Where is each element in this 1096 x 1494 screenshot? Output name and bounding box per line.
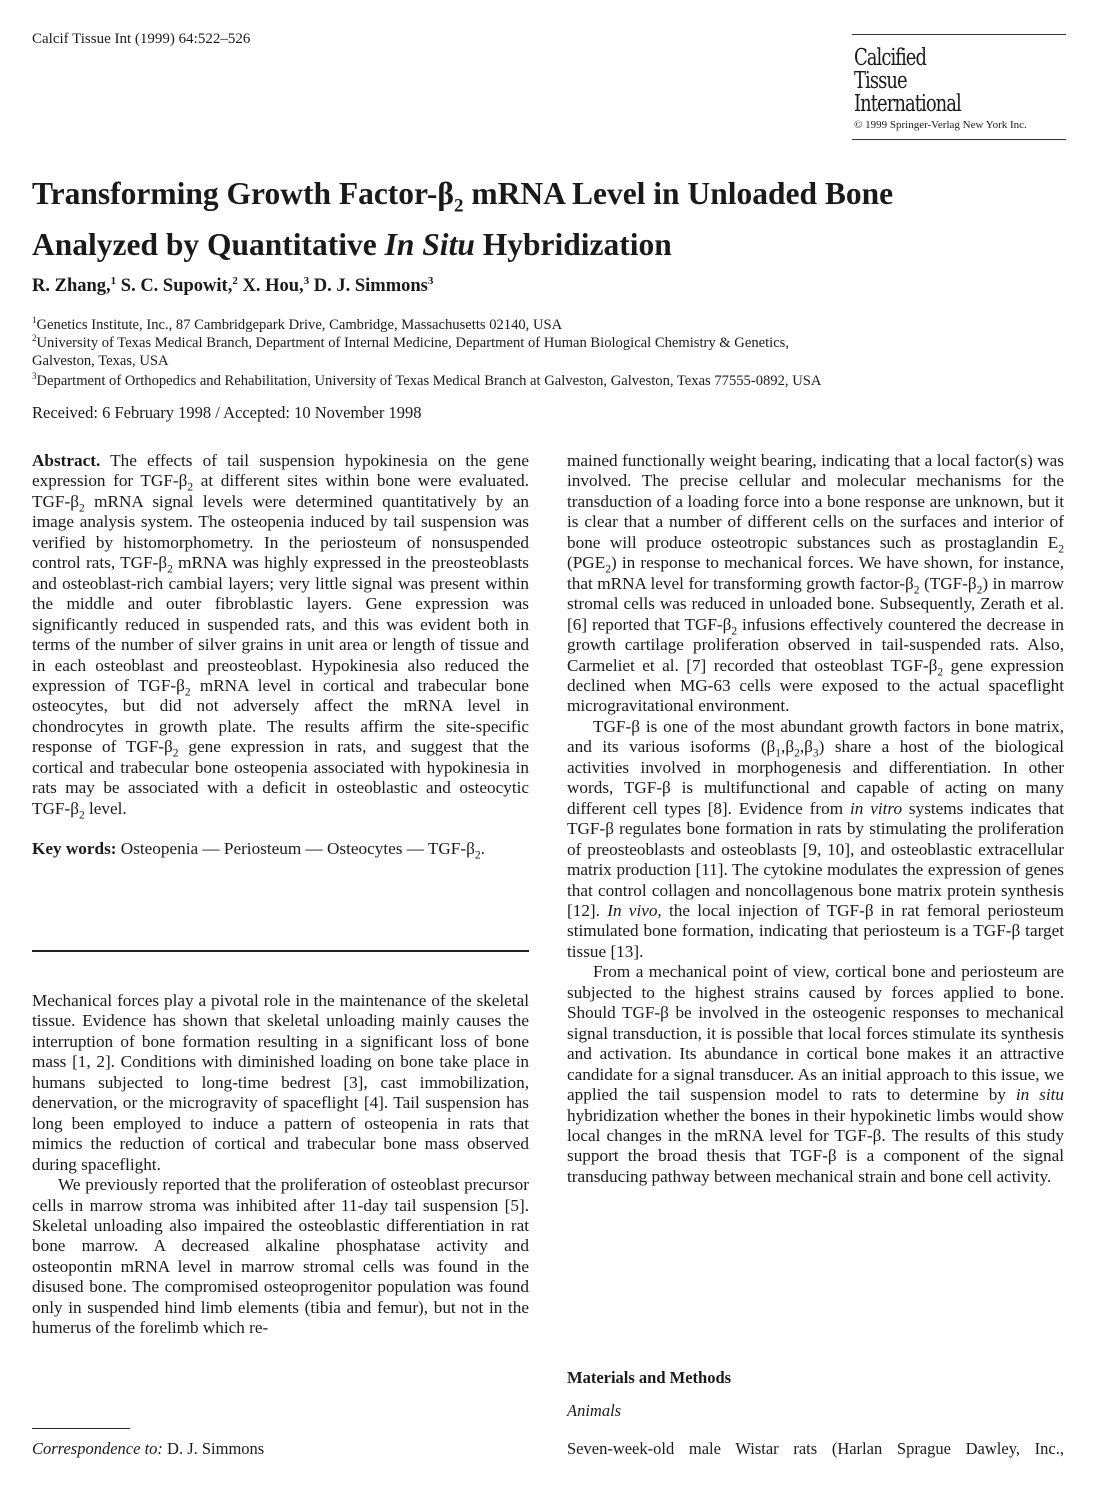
left-column-body: [32, 991, 529, 1339]
right-column: [567, 451, 1064, 1187]
journal-citation: Calcif Tissue Int (1999) 64:522–526: [32, 31, 251, 47]
affiliation-3: $^3$Department of Orthopedics and Rehabilitation, University of Texas Medical Branch at Galveston, Galveston, Texas 77555-0892, USA: [32, 371, 822, 389]
subsection-heading-animals: Animals: [567, 1401, 622, 1420]
left-column: [32, 451, 529, 860]
logo-line-2: Tissue: [854, 68, 907, 94]
footnote-rule: [32, 1428, 130, 1429]
author-list: R. Zhang,$^1$ S. C. Supowit,$^2$ X. Hou,$^3$ D. J. Simmons$^3$: [32, 275, 434, 297]
intro-paragraph-2: We previously reported that the proliferation of osteoblast precursor cells in marrow stroma was inhibited after 11-day tail suspension [5]. Skeletal unloading also impaired the osteoblastic differentiation in rat bone marrow. A decreased alkaline phosphatase activity and osteopontin mRNA level in marrow stromal cells was found in the disused bone. The compromised osteoprogenitor population was found only in suspended hind limb elements (tibia and femur), but not in the humerus of the forelimb which re-: [32, 1175, 529, 1338]
received-dates: Received: 6 February 1998 / Accepted: 10 November 1998: [32, 403, 422, 422]
intro-paragraph-1: Mechanical forces play a pivotal role in the maintenance of the skeletal tissue. Evidence has shown that skeletal unloading mainly causes the interruption of bone formation resulting in a significant loss of bone mass [1, 2]. Conditions with diminished loading on bone take place in humans subjected to long-time bedrest [3], cast immobilization, denervation, or the microgravity of spaceflight [4]. Tail suspension has long been employed to induce a pattern of osteopenia in rats that mimics the reduction of cortical and trabecular bone mass observed during spaceflight.: [32, 991, 529, 1174]
logo-line-1: Calcified: [854, 45, 927, 71]
abstract-divider: [32, 950, 529, 952]
affiliation-1: $^1$Genetics Institute, Inc., 87 Cambridgepark Drive, Cambridge, Massachusetts 02140, USA: [32, 315, 563, 333]
animals-text: Seven-week-old male Wistar rats (Harlan Sprague Dawley, Inc.,: [567, 1439, 1064, 1458]
logo-line-3: International: [854, 91, 961, 117]
intro-paragraph-5: From a mechanical point of view, cortical bone and periosteum are subjected to the highest strains caused by forces applied to bone. Should TGF-β be involved in the osteogenic responses to mechanical signal transduction, it is possible that local forces stimulate its synthesis and activation. Its abundance in cortical bone makes it an attractive candidate for a signal transducer. As an initial approach to this issue, we applied the tail suspension model to rats to determine by in situ hybridization whether the bones in their hypokinetic limbs would show local changes in the mRNA level for TGF-β. The results of this study support the broad thesis that TGF-β is a component of the signal transducing pathway between mechanical strain and bone cell activity.: [567, 962, 1065, 1186]
affiliation-2: $^2$University of Texas Medical Branch, Department of Internal Medicine, Department of Human Biological Chemistry & Genetics, Galveston, Texas, USA: [32, 333, 790, 370]
journal-logo: [852, 34, 1066, 140]
article-title: Transforming Growth Factor-$\beta_2$ mRNA Level in Unloaded Bone Analyzed by Quantitative In Situ Hybridization: [32, 176, 894, 263]
copyright-notice: © 1999 Springer-Verlag New York Inc.: [854, 119, 1027, 131]
section-heading-methods: Materials and Methods: [567, 1368, 732, 1387]
intro-paragraph-4: TGF-β is one of the most abundant growth factors in bone matrix, and its various isoforms $(\beta_1,\beta_2,\beta_3)$ share a host of the biological activities involved in morphogenesis and differentiation. In other words, TGF-β is multifunctional and capable of acting on many different cell types [8]. Evidence from in vitro systems indicates that TGF-β regulates bone formation in rats by stimulating the proliferation of preosteoblasts and osteoblasts [9, 10], and osteoblastic extracellular matrix production [11]. The cytokine modulates the expression of genes that control collagen and noncollagenous bone matrix protein synthesis [12]. In vivo, the local injection of TGF-β in rat femoral periosteum stimulated bone formation, indicating that periosteum is a TGF-β target tissue [13].: [567, 716, 1064, 961]
correspondence-footnote: Correspondence to: D. J. Simmons: [32, 1439, 265, 1458]
keywords: Key words: Osteopenia — Periosteum — Osteocytes — TGF-$\beta_2$.: [32, 839, 485, 862]
abstract: Abstract. The effects of tail suspension hypokinesia on the gene expression for TGF-$\beta_2$ at different sites within bone were evaluated. TGF-$\beta_2$ mRNA signal levels were determined quantitatively by an image analysis system. The osteopenia induced by tail suspension was verified by histomorphometry. In the periosteum of nonsuspended control rats, TGF-$\beta_2$ mRNA was highly expressed in the preosteoblasts and osteoblast-rich cambial layers; very little signal was present within the middle and outer fibroblastic layers. Gene expression was significantly reduced in suspended rats, and this was evident both in terms of the number of silver grains in unit area or length of tissue and in each osteoblast and preosteoblast. Hypokinesia also reduced the expression of TGF-$\beta_2$ mRNA level in cortical and trabecular bone osteocytes, but did not adversely affect the mRNA level in chondrocytes in growth plate. The results affirm the site-specific response of TGF-$\beta_2$ gene expression in rats, and suggest that the cortical and trabecular bone osteopenia associated with hypokinesia in rats may be associated with a deficit in osteoblastic and osteocytic TGF-$\beta_2$ level.: [32, 451, 529, 822]
intro-paragraph-3: mained functionally weight bearing, indicating that a local factor(s) was involved. The precise cellular and molecular mechanisms for the transduction of a loading force into a bone response are unknown, but it is clear that a number of different cells on the surfaces and interior of bone will produce osteotropic substances such as prostaglandin $E_2$ $(PGE_2)$ in response to mechanical forces. We have shown, for instance, that mRNA level for transforming growth factor-$\beta_2$ $(TGF-\beta_2)$ in marrow stromal cells was reduced in unloaded bone. Subsequently, Zerath et al. [6] reported that TGF-$\beta_2$ infusions effectively countered the decrease in growth cartilage proliferation observed in tail-suspended rats. Also, Carmeliet et al. [7] recorded that osteoblast TGF-$\beta_2$ gene expression declined when MG-63 cells were exposed to the actual spaceflight microgravitational environment.: [567, 451, 1065, 716]
